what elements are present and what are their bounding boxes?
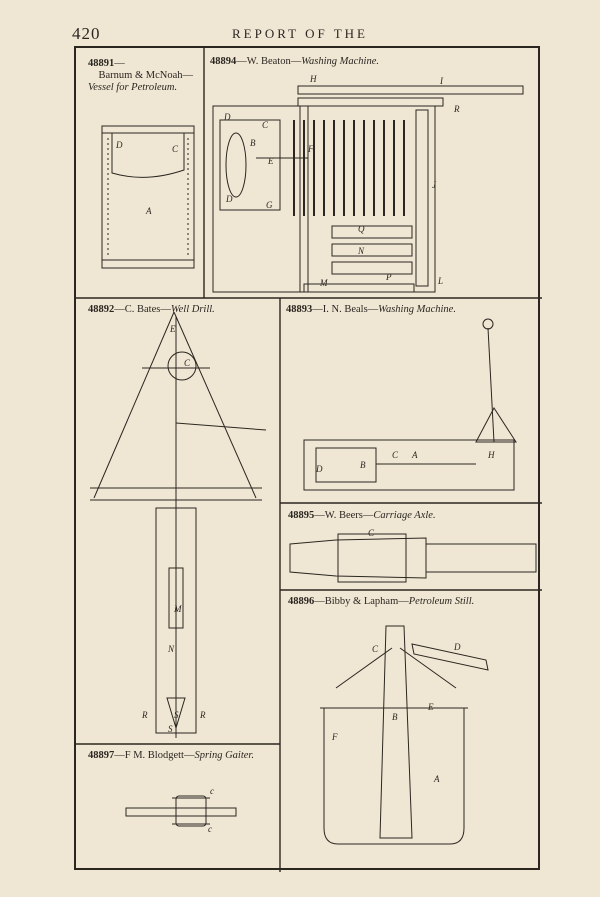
figure-letter: M bbox=[320, 278, 328, 288]
figure-letter: E bbox=[268, 156, 274, 166]
figure-letter: Q bbox=[358, 224, 365, 234]
washer-two-drawing bbox=[304, 319, 516, 490]
caption-48893: 48893—I. N. Beals—Washing Machine. bbox=[286, 304, 456, 315]
caption-48895: 48895—W. Beers—Carriage Axle. bbox=[288, 510, 436, 521]
panel-grid bbox=[76, 48, 542, 872]
figure-letter: D bbox=[226, 194, 233, 204]
figure-letter: M bbox=[174, 604, 182, 614]
figure-letter: F bbox=[332, 732, 338, 742]
figure-letter: J bbox=[432, 180, 436, 190]
figure-letter: H bbox=[310, 74, 317, 84]
figure-letter: A bbox=[412, 450, 418, 460]
figure-letter: B bbox=[250, 138, 256, 148]
figure-letter: I bbox=[440, 76, 443, 86]
patent-plate bbox=[74, 46, 540, 870]
figure-letter: B bbox=[392, 712, 398, 722]
figure-letter: S bbox=[174, 710, 179, 720]
figure-letter: D bbox=[316, 464, 323, 474]
figure-letter: F bbox=[308, 144, 314, 154]
caption-48892: 48892—C. Bates—Well Drill. bbox=[88, 304, 215, 315]
washer-one-drawing bbox=[213, 86, 523, 292]
running-head: REPORT OF THE bbox=[232, 26, 368, 41]
figure-letter: G bbox=[266, 200, 273, 210]
figure-letter: C bbox=[184, 358, 191, 368]
figure-letter: R bbox=[454, 104, 460, 114]
figure-letter: D bbox=[454, 642, 461, 652]
figure-letter: A bbox=[146, 206, 152, 216]
gaiter-drawing bbox=[126, 796, 236, 826]
figure-letter: B bbox=[360, 460, 366, 470]
figure-letter: H bbox=[488, 450, 495, 460]
still-drawing bbox=[320, 626, 488, 844]
figure-letter: C bbox=[372, 644, 379, 654]
figure-letter: C bbox=[262, 120, 269, 130]
figure-letter: C bbox=[392, 450, 399, 460]
figure-letter: C bbox=[172, 144, 179, 154]
caption-48891: 48891— Barnum & McNoah— Vessel for Petroleum. bbox=[88, 58, 193, 93]
figure-letter: N bbox=[358, 246, 365, 256]
figure-letter: E bbox=[170, 324, 176, 334]
figure-letter: R bbox=[200, 710, 206, 720]
figure-letter: D bbox=[224, 112, 231, 122]
figure-letter: c bbox=[210, 786, 214, 796]
drill-drawing bbox=[90, 312, 266, 738]
caption-48896: 48896—Bibby & Lapham—Petroleum Still. bbox=[288, 596, 475, 607]
figure-letter: R bbox=[142, 710, 148, 720]
figure-letter: c bbox=[208, 824, 212, 834]
figure-letter: P bbox=[386, 272, 392, 282]
caption-48894: 48894—W. Beaton—Washing Machine. bbox=[210, 56, 379, 67]
figure-letter: L bbox=[438, 276, 444, 286]
figure-letter: N bbox=[168, 644, 175, 654]
page-number: 420 bbox=[72, 24, 101, 43]
figure-letter: C bbox=[368, 528, 375, 538]
axle-drawing bbox=[290, 534, 536, 582]
figure-letter: A bbox=[434, 774, 440, 784]
caption-48897: 48897—F M. Blodgett—Spring Gaiter. bbox=[88, 750, 254, 761]
figure-letter: D bbox=[116, 140, 123, 150]
figure-letter: S bbox=[168, 724, 173, 734]
plate-drawings bbox=[76, 48, 542, 872]
figure-letter: E bbox=[428, 702, 434, 712]
